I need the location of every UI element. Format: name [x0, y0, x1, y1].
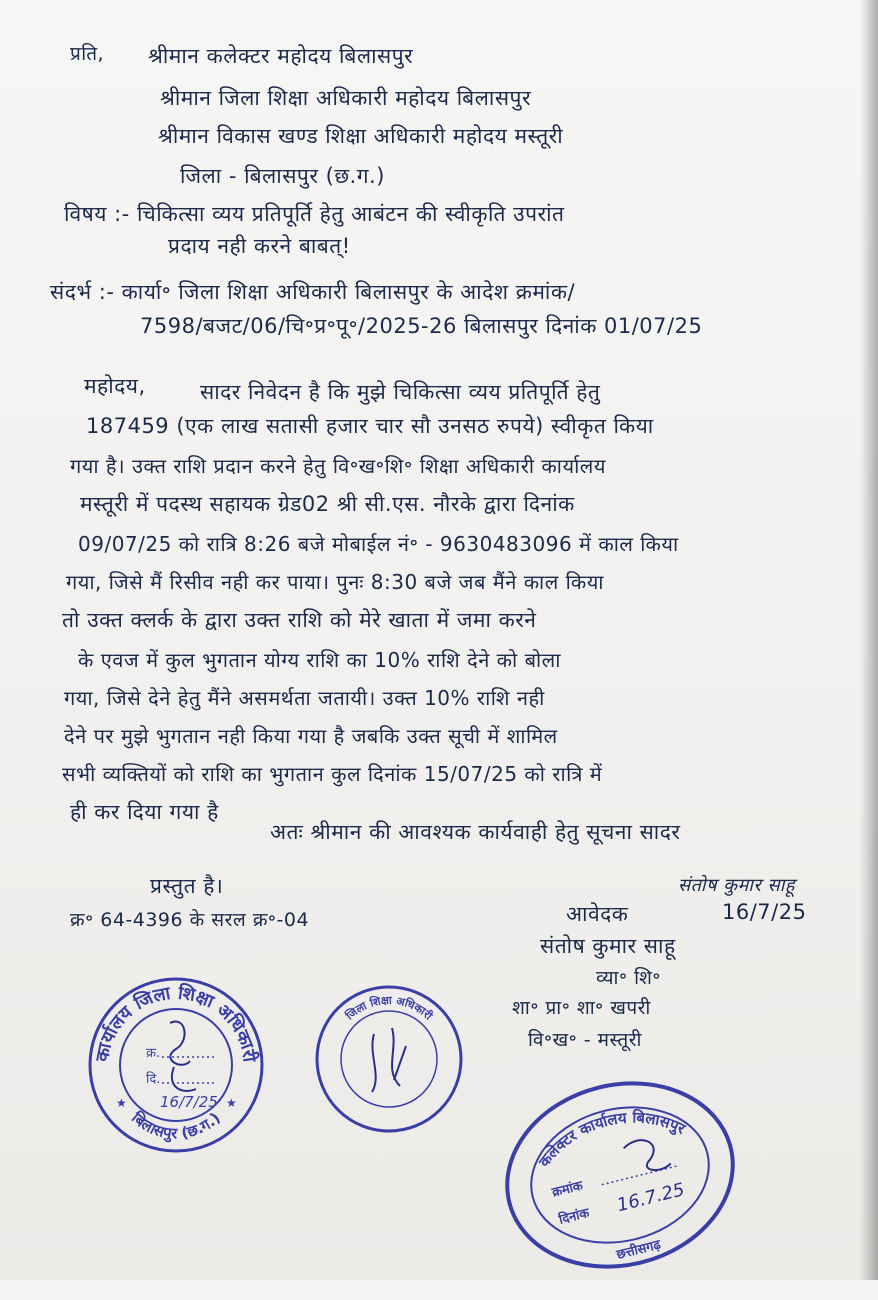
address-line-4: जिला - बिलासपुर (छ.ग.): [180, 164, 385, 188]
reference-line-2: 7598/बजट/06/चि॰प्र॰पू॰/2025-26 बिलासपुर दिनांक 01/07/25: [140, 314, 703, 338]
reference-line-1: [50, 278, 575, 306]
body-line-5: 09/07/25 को रात्रि 8:26 बजे मोबाईल नं॰ - 9630483096 में काल किया: [78, 532, 679, 556]
collector-stamp-dinank: दिनांक: [557, 1205, 591, 1228]
address-line-3: श्रीमान विकास खण्ड शिक्षा अधिकारी महोदय मस्तूरी: [158, 124, 564, 148]
body-line-12: ही कर दिया गया है: [70, 800, 219, 824]
deo-stamp-bottom-text: बिलासपुर (छ.ग.): [128, 1108, 224, 1143]
prati-label: प्रति,: [70, 43, 105, 65]
body-line-10: देने पर मुझे भुगतान नही किया गया है जबकि उक्त सूची में शामिल: [64, 724, 558, 748]
deo-office-stamp: [86, 975, 266, 1155]
applicant-date: 16/7/25: [722, 900, 807, 924]
subject-line-2: प्रदाय नही करने बाबत्!: [168, 234, 351, 258]
svg-text:★: ★: [226, 1096, 237, 1110]
deo-stamp-kra: क्र.: [146, 1046, 161, 1061]
page-edge-shadow: [860, 0, 878, 1280]
collector-stamp-bottom: छत्तीसगढ़: [615, 1237, 663, 1263]
applicant-name: संतोष कुमार साहू: [540, 934, 676, 958]
subject-text-1: चिकित्सा व्यय प्रतिपूर्ति हेतु आबंटन की स्वीकृति उपरांत: [136, 202, 565, 226]
address-line-1: श्रीमान कलेक्टर महोदय बिलासपुर: [148, 44, 414, 68]
applicant-designation: व्या॰ शि॰: [596, 967, 662, 989]
applicant-label: आवेदक: [566, 902, 629, 926]
subject-label: विषय :-: [64, 202, 137, 226]
subject-line-1: [64, 200, 565, 228]
second-round-seal: [314, 984, 464, 1134]
collector-stamp-date: 16.7.25: [614, 1179, 687, 1217]
reference-label: संदर्भ :-: [50, 280, 122, 304]
body-line-8: के एवज में कुल भुगतान योग्य राशि का 10% राशि देने को बोला: [78, 648, 561, 672]
salutation: महोदय,: [84, 374, 146, 398]
second-seal-graphic: [314, 984, 464, 1134]
deo-stamp-graphic: [86, 975, 266, 1155]
reference-text-1: कार्या॰ जिला शिक्षा अधिकारी बिलासपुर के आदेश क्रमांक/: [121, 280, 576, 304]
body-line-4: मस्तूरी में पदस्थ सहायक ग्रेड02 श्री सी.एस. नौरके द्वारा दिनांक: [80, 492, 575, 516]
mobile-reference: क्र॰ 64-4396 के सरल क्र॰-04: [70, 909, 310, 931]
deo-stamp-di: दि.: [146, 1072, 161, 1087]
second-seal-text: जिला शिक्षा अधिकारी: [343, 993, 435, 1023]
body-line-9: गया, जिसे देने हेतु मैंने असमर्थता जतायी। उक्त 10% राशि नही: [64, 686, 545, 710]
svg-text:★: ★: [116, 1096, 127, 1110]
body-line-11: सभी व्यक्तियों को राशि का भुगतान कुल दिनांक 15/07/25 को रात्रि में: [62, 762, 603, 786]
body-line-6: गया, जिसे मैं रिसीव नही कर पाया। पुनः 8:30 बजे जब मैंने काल किया: [66, 570, 604, 594]
applicant-signature: संतोष कुमार साहू: [678, 875, 795, 896]
address-line-2: श्रीमान जिला शिक्षा अधिकारी महोदय बिलासपुर: [160, 86, 532, 110]
applicant-block: वि॰ख॰ - मस्तूरी: [528, 1029, 642, 1051]
body-line-13: अतः श्रीमान की आवश्यक कार्यवाही हेतु सूचना सादर: [270, 820, 681, 844]
applicant-school: शा॰ प्रा॰ शा॰ खपरी: [512, 997, 651, 1019]
body-line-7: तो उक्त क्लर्क के द्वारा उक्त राशि को मेरे खाता में जमा करने: [62, 608, 537, 632]
deo-stamp-date: 16/7/25: [160, 1093, 218, 1111]
deo-stamp-top-text: कार्यालय जिला शिक्षा अधिकारी: [91, 982, 260, 1064]
closing-text: प्रस्तुत है।: [150, 874, 224, 898]
body-line-2: 187459 (एक लाख सतासी हजार चार सौ उनसठ रुपये) स्वीकृत किया: [86, 414, 654, 438]
collector-stamp-top-text: कलेक्टर कार्यालय बिलासपुर: [535, 1108, 689, 1171]
collector-stamp-kramank: क्रमांक: [550, 1178, 585, 1201]
body-line-3: गया है। उक्त राशि प्रदान करने हेतु वि॰ख॰शि॰ शिक्षा अधिकारी कार्यालय: [70, 454, 606, 478]
body-line-1: सादर निवेदन है कि मुझे चिकित्सा व्यय प्रतिपूर्ति हेतु: [200, 380, 601, 404]
